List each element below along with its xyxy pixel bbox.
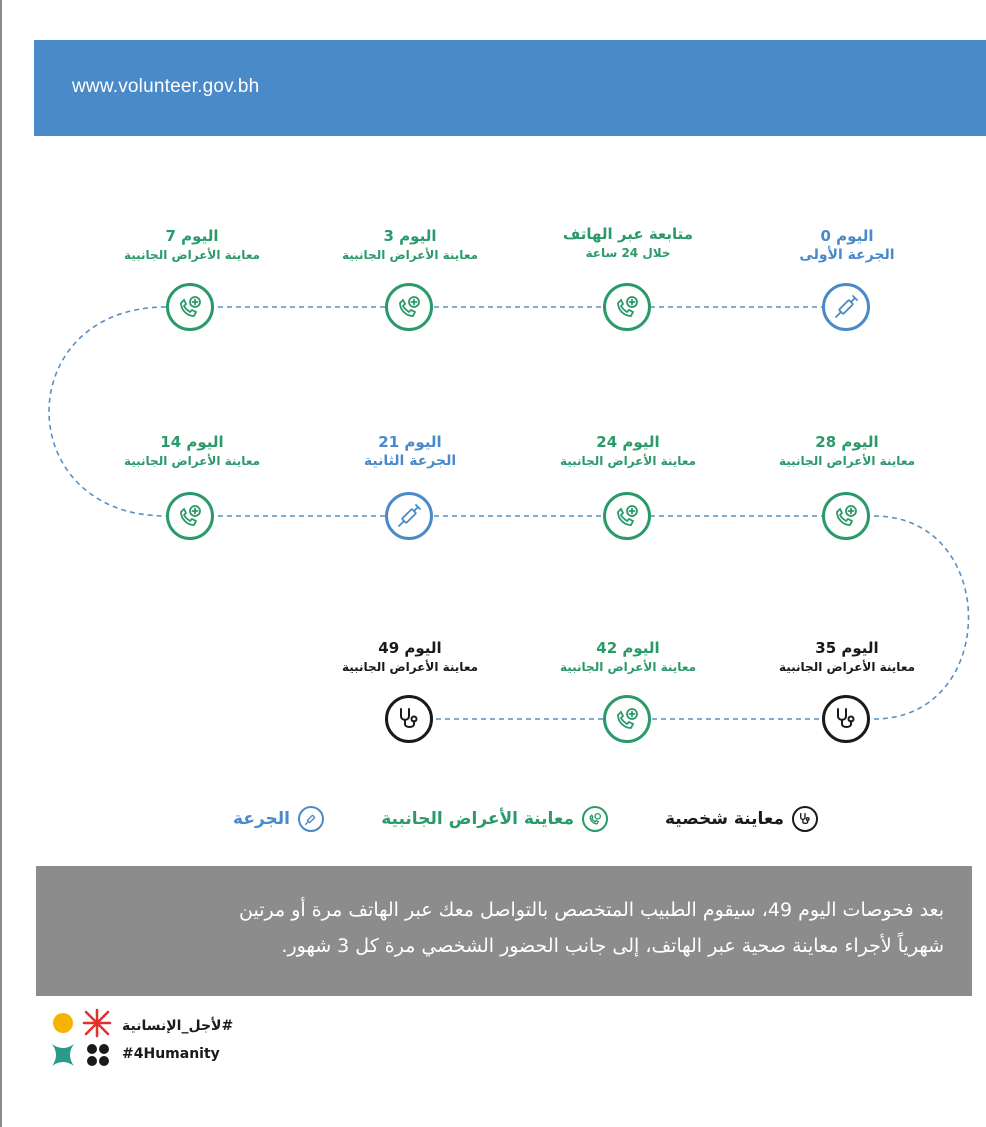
node-label-day28	[752, 432, 942, 470]
node-desc: معاينة الأعراض الجانبية	[778, 660, 916, 674]
phone-checkup-icon	[582, 806, 608, 832]
info-note-line2: شهرياً لأجراء معاينة صحية عبر الهاتف، إلى جانب الحضور الشخصي مرة كل 3 شهور.	[281, 935, 944, 957]
node-desc: معاينة الأعراض الجانبية	[123, 454, 261, 468]
legend-in-person	[665, 806, 818, 832]
sun-logo	[53, 1013, 73, 1033]
node-label-day42	[533, 638, 723, 676]
node-desc: خلال 24 ساعة	[585, 246, 671, 260]
star-burst-logo	[84, 1010, 110, 1036]
node-day: اليوم 0	[820, 227, 874, 245]
node-day: اليوم 14	[160, 433, 224, 451]
legend-side-effects	[381, 806, 608, 832]
hashtag-arabic: #لأجل_الإنسانية	[122, 1018, 234, 1034]
legend-label: معاينة الأعراض الجانبية	[381, 809, 574, 829]
node-desc: معاينة الأعراض الجانبية	[559, 660, 697, 674]
syringe-icon	[298, 806, 324, 832]
legend-label: معاينة شخصية	[664, 809, 784, 829]
node-day: اليوم 21	[378, 433, 442, 451]
node-desc: معاينة الأعراض الجانبية	[123, 248, 261, 262]
stethoscope-icon	[822, 695, 870, 743]
node-label-day35	[752, 638, 942, 676]
syringe-icon	[385, 492, 433, 540]
dots-logo	[87, 1044, 109, 1066]
node-day: اليوم 7	[165, 227, 219, 245]
node-label-phone-followup	[533, 224, 723, 262]
phone-checkup-icon	[603, 283, 651, 331]
node-label-day49	[315, 638, 505, 676]
node-desc: الجرعة الثانية	[363, 453, 457, 469]
node-desc: معاينة الأعراض الجانبية	[341, 660, 479, 674]
node-label-day24	[533, 432, 723, 470]
node-desc: معاينة الأعراض الجانبية	[559, 454, 697, 468]
stethoscope-icon	[385, 695, 433, 743]
legend-dose	[233, 806, 324, 832]
node-desc: الجرعة الأولى	[799, 247, 895, 263]
node-day: اليوم 49	[378, 639, 442, 657]
node-desc: معاينة الأعراض الجانبية	[341, 248, 479, 262]
info-note-text	[64, 892, 944, 964]
stethoscope-icon	[792, 806, 818, 832]
phone-checkup-icon	[385, 283, 433, 331]
node-day: اليوم 35	[815, 639, 879, 657]
node-day: اليوم 42	[596, 639, 660, 657]
legend-label: الجرعة	[233, 809, 290, 829]
node-day: اليوم 3	[383, 227, 437, 245]
node-day: اليوم 28	[815, 433, 879, 451]
node-day: متابعة عبر الهاتف	[562, 225, 694, 243]
partner-logos	[46, 1008, 116, 1072]
phone-checkup-icon	[822, 492, 870, 540]
syringe-icon	[822, 283, 870, 331]
phone-checkup-icon	[603, 695, 651, 743]
node-label-day14	[97, 432, 287, 470]
website-url[interactable]: www.volunteer.gov.bh	[72, 76, 260, 97]
info-note-box	[36, 866, 972, 996]
node-label-day0	[752, 226, 942, 264]
cross-leaf-logo	[52, 1044, 74, 1066]
node-label-day7	[97, 226, 287, 264]
phone-checkup-icon	[166, 492, 214, 540]
info-note-line1: بعد فحوصات اليوم 49، سيقوم الطبيب المتخصص بالتواصل معك عبر الهاتف مرة أو مرتين	[239, 899, 944, 921]
hashtag-english: #4Humanity	[122, 1046, 220, 1062]
node-label-day3	[315, 226, 505, 264]
phone-checkup-icon	[166, 283, 214, 331]
node-desc: معاينة الأعراض الجانبية	[778, 454, 916, 468]
phone-checkup-icon	[603, 492, 651, 540]
node-label-day21	[315, 432, 505, 470]
node-day: اليوم 24	[596, 433, 660, 451]
